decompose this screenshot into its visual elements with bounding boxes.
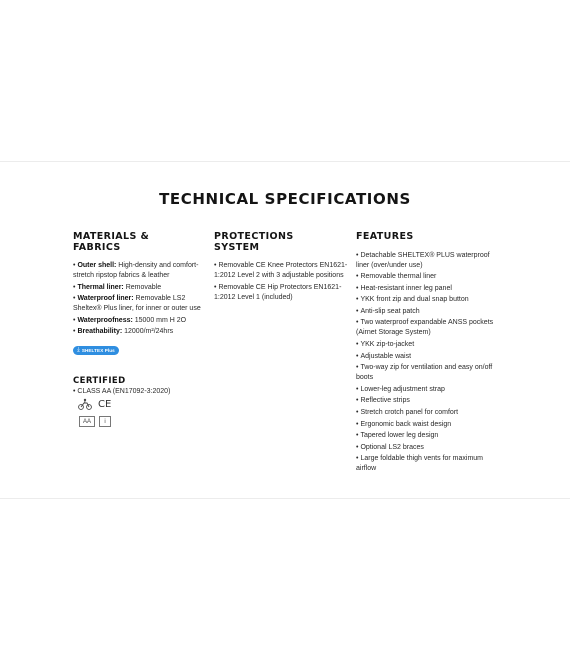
list-item: • Thermal liner: Removable (73, 283, 162, 291)
certified-heading: CERTIFIED (73, 376, 126, 386)
materials-heading-line1: MATERIALS & (73, 231, 150, 242)
list-item: • Tapered lower leg design (356, 432, 439, 440)
protections-heading-line2: SYSTEM (214, 241, 260, 253)
list-item: • YKK front zip and dual snap button (356, 296, 469, 304)
materials-heading-line2: FABRICS (73, 241, 121, 253)
list-item: • Ergonomic back waist design (356, 420, 452, 428)
list-item: • Outer shell: High-density and comfort-stretch ripstop fabrics & leather (73, 262, 199, 279)
protections-list (214, 261, 349, 303)
list-item: • Waterproofness: 15000 mm H 2O (73, 316, 187, 324)
class-aa-box: AA (79, 416, 95, 427)
manual-book-icon: i (99, 416, 111, 427)
bottom-divider (0, 498, 570, 499)
list-item: • Large foldable thigh vents for maximum airflow (356, 455, 484, 473)
list-item: • Breathability: 12000/m²/24hrs (73, 328, 174, 336)
page-title: TECHNICAL SPECIFICATIONS (159, 190, 411, 208)
materials-list (73, 261, 213, 337)
features-heading: FEATURES (356, 231, 414, 242)
materials-column (73, 232, 213, 339)
list-item: • Waterproof liner: Removable LS2 Sheltex® Plus liner, for inner or outer use (73, 295, 201, 313)
protections-heading-line1: PROTECTIONS (214, 231, 294, 242)
list-item: • Removable CE Knee Protectors EN1621-1:2012 Level 2 with 3 adjustable positions (214, 262, 348, 279)
list-item: • Lower-leg adjustment strap (356, 385, 445, 393)
certification-icons (78, 398, 118, 428)
protections-column (214, 232, 349, 304)
list-item: • Two-way zip for ventilation and easy on/off boots (356, 364, 493, 382)
list-item: • Two waterproof expandable ANSS pockets (Airnet Storage System) (356, 319, 494, 337)
materials-heading (73, 232, 213, 253)
protections-heading (214, 232, 349, 253)
list-item: • Reflective strips (356, 397, 410, 405)
sheltex-badge-text: SHELTEX Plus (81, 348, 115, 353)
list-item: • YKK zip-to-jacket (356, 341, 415, 349)
list-item: • Removable thermal liner (356, 273, 437, 281)
features-column (356, 232, 501, 476)
list-item: • Heat-resistant inner leg panel (356, 284, 452, 292)
list-item: • Detachable SHELTEX® PLUS waterproof liner (over/under use) (356, 251, 490, 269)
features-list (356, 251, 501, 475)
list-item: • Anti-slip seat patch (356, 307, 420, 315)
motorcycle-rider-icon (78, 398, 92, 410)
download-icon: ⤓ (77, 347, 80, 353)
ce-mark-icon: CE (98, 399, 112, 410)
top-divider (0, 161, 570, 162)
certified-item: • CLASS AA (EN17092-3:2020) (73, 388, 171, 395)
list-item: • Removable CE Hip Protectors EN1621-1:2012 Level 1 (included) (214, 283, 342, 301)
list-item: • Adjustable waist (356, 352, 412, 360)
list-item: • Stretch crotch panel for comfort (356, 409, 459, 417)
sheltex-badge (73, 346, 119, 355)
list-item: • Optional LS2 braces (356, 443, 424, 451)
